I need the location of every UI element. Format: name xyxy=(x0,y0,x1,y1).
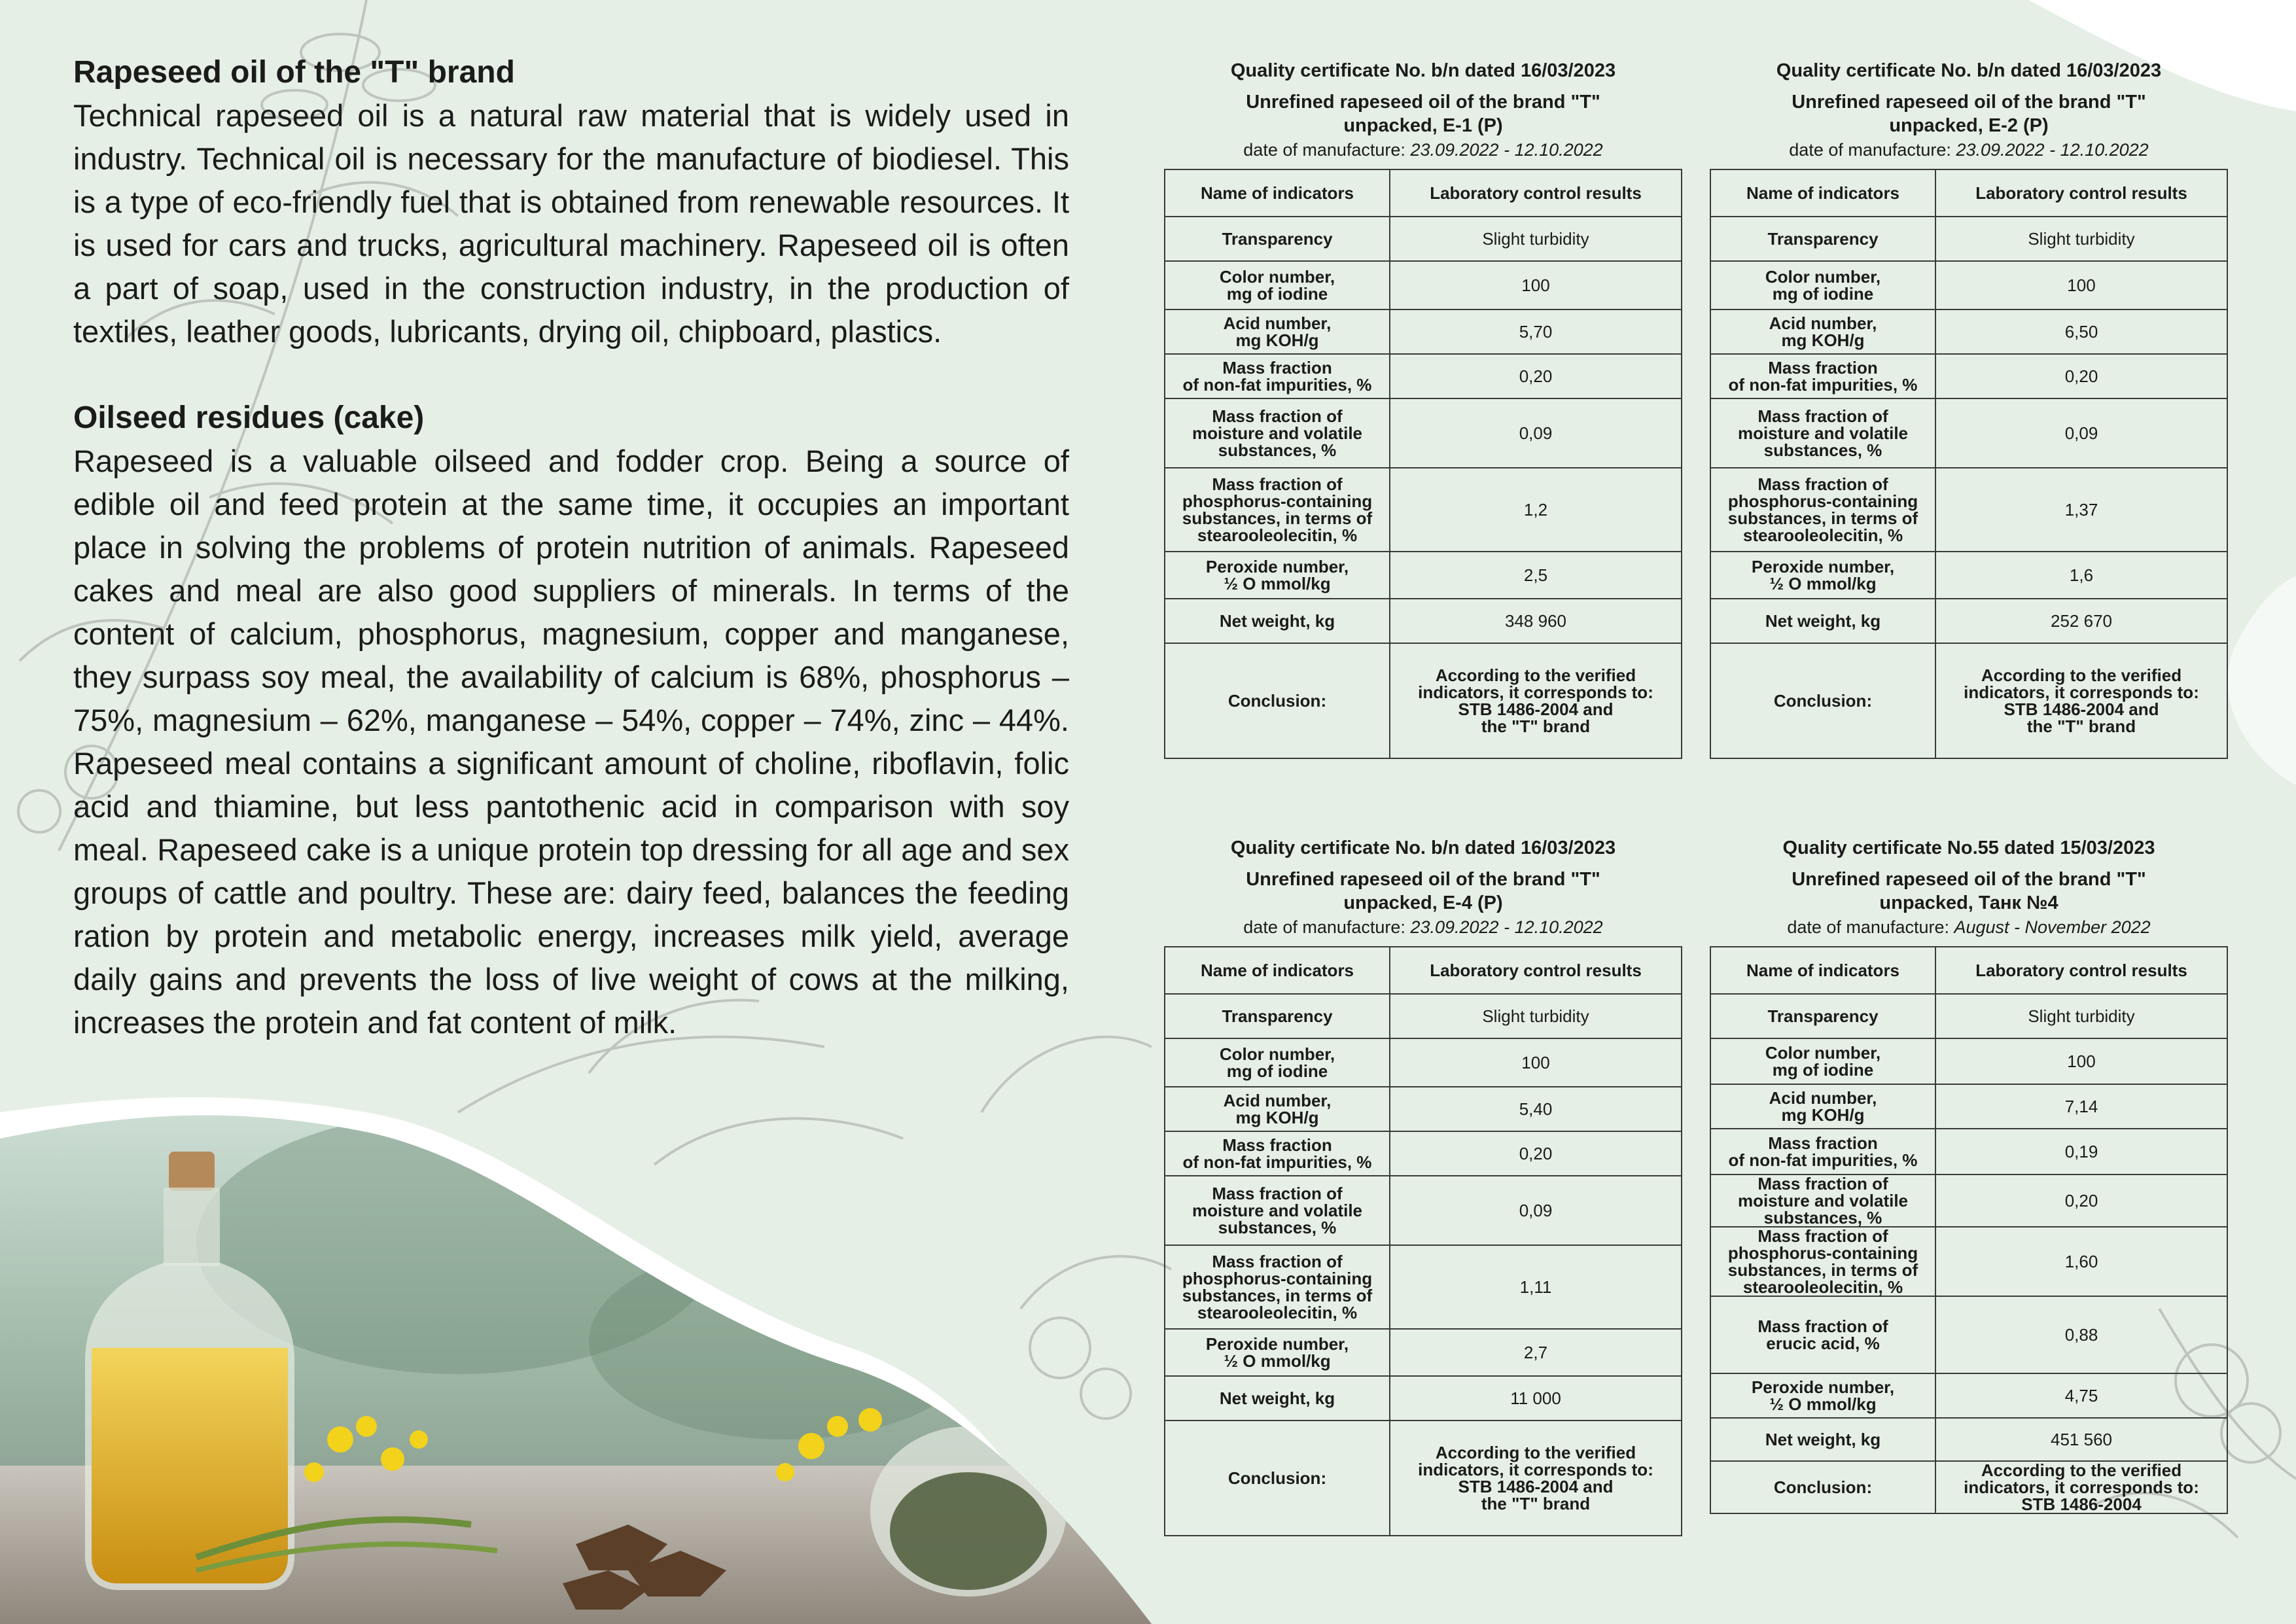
section-title-rapeseed-oil: Rapeseed oil of the "T" brand xyxy=(73,55,515,90)
header-cell: Name of indicators xyxy=(1710,169,1935,217)
indicator-value: 0,20 xyxy=(1390,354,1682,398)
table-row xyxy=(1710,261,2227,309)
indicator-value: Slight turbidity xyxy=(1390,217,1682,261)
manufacture-date-value: 23.09.2022 - 12.10.2022 xyxy=(1956,140,2149,160)
conclusion-label: Conclusion: xyxy=(1165,1421,1390,1536)
product-name-line2: unpacked, E-4 (P) xyxy=(1343,892,1503,913)
conclusion-label: Conclusion: xyxy=(1710,643,1935,758)
indicator-name: Net weight, kg xyxy=(1165,1376,1390,1421)
manufacture-date-label: date of manufacture: xyxy=(1243,140,1411,160)
product-name-line2: unpacked, Танк №4 xyxy=(1879,892,2058,913)
table-row xyxy=(1710,994,2227,1038)
table-row xyxy=(1165,1038,1682,1087)
indicator-name: Mass fraction of non-fat impurities, % xyxy=(1710,354,1935,398)
indicator-name: Peroxide number, ½ O mmol/kg xyxy=(1710,552,1935,599)
certificate-e1 xyxy=(1164,58,1682,759)
manufacture-date-label: date of manufacture: xyxy=(1243,917,1411,937)
table-row xyxy=(1710,1174,2227,1227)
table-row xyxy=(1710,398,2227,468)
indicator-name: Acid number, mg KOH/g xyxy=(1710,1084,1935,1129)
quality-table xyxy=(1710,946,2228,1514)
indicator-value: 1,37 xyxy=(1935,468,2227,552)
indicator-name: Color number, mg of iodine xyxy=(1165,1038,1390,1087)
manufacture-date xyxy=(1164,915,1682,942)
indicator-value: 252 670 xyxy=(1935,599,2227,643)
indicator-value: 100 xyxy=(1390,261,1682,309)
indicator-name: Mass fraction of phosphorus-containing substances, in terms of stearooleolecitin, % xyxy=(1165,1245,1390,1329)
indicator-value: 0,20 xyxy=(1935,354,2227,398)
table-row xyxy=(1165,1245,1682,1329)
table-row xyxy=(1165,1131,1682,1176)
product-name-line2: unpacked, E-1 (P) xyxy=(1343,115,1503,136)
header-cell: Name of indicators xyxy=(1165,947,1390,994)
table-row xyxy=(1710,1084,2227,1129)
indicator-name: Mass fraction of moisture and volatile substances, % xyxy=(1165,1176,1390,1245)
indicator-value: 11 000 xyxy=(1390,1376,1682,1421)
quality-table xyxy=(1164,169,1682,759)
indicator-value: 100 xyxy=(1935,261,2227,309)
product-name xyxy=(1710,868,2228,915)
indicator-name: Net weight, kg xyxy=(1165,599,1390,643)
certificate-title: Quality certificate No.55 dated 15/03/2023 xyxy=(1782,838,2155,858)
product-name xyxy=(1164,868,1682,915)
indicator-name: Peroxide number, ½ O mmol/kg xyxy=(1165,1329,1390,1376)
conclusion-row xyxy=(1165,643,1682,758)
table-row xyxy=(1165,1176,1682,1245)
indicator-name: Mass fraction of erucic acid, % xyxy=(1710,1296,1935,1373)
indicator-name: Transparency xyxy=(1165,217,1390,261)
conclusion-row xyxy=(1710,643,2227,758)
quality-table xyxy=(1164,946,1682,1536)
indicator-value: 1,6 xyxy=(1935,552,2227,599)
indicator-value: 348 960 xyxy=(1390,599,1682,643)
certificate-e4 xyxy=(1164,835,1682,1536)
indicator-name: Peroxide number, ½ O mmol/kg xyxy=(1165,552,1390,599)
conclusion-value: According to the verified indicators, it corresponds to: STB 1486-2004 and the "T" brand xyxy=(1390,1421,1682,1536)
indicator-value: Slight turbidity xyxy=(1935,217,2227,261)
indicator-value: 1,2 xyxy=(1390,468,1682,552)
indicator-value: 6,50 xyxy=(1935,309,2227,354)
manufacture-date xyxy=(1710,915,2228,942)
indicator-name: Mass fraction of moisture and volatile substances, % xyxy=(1710,398,1935,468)
table-row xyxy=(1710,1296,2227,1373)
indicator-value: 4,75 xyxy=(1935,1373,2227,1418)
table-row xyxy=(1710,309,2227,354)
conclusion-row xyxy=(1710,1461,2227,1513)
indicator-name: Net weight, kg xyxy=(1710,1418,1935,1461)
certificate-e2 xyxy=(1710,58,2228,759)
certificate-title: Quality certificate No. b/n dated 16/03/2023 xyxy=(1776,60,2162,81)
header-cell: Laboratory control results xyxy=(1390,947,1682,994)
conclusion-label: Conclusion: xyxy=(1710,1461,1935,1513)
indicator-value: 0,20 xyxy=(1935,1174,2227,1227)
indicator-value: 100 xyxy=(1390,1038,1682,1087)
table-row xyxy=(1165,994,1682,1038)
conclusion-label: Conclusion: xyxy=(1165,643,1390,758)
header-cell: Name of indicators xyxy=(1710,947,1935,994)
product-name xyxy=(1710,90,2228,137)
indicator-name: Color number, mg of iodine xyxy=(1710,1038,1935,1084)
table-row xyxy=(1710,1373,2227,1418)
product-name-line1: Unrefined rapeseed oil of the brand "T" xyxy=(1792,92,2146,113)
indicator-name: Mass fraction of non-fat impurities, % xyxy=(1165,1131,1390,1176)
certificate-tank4 xyxy=(1710,835,2228,1514)
indicator-name: Acid number, mg KOH/g xyxy=(1165,1087,1390,1131)
indicator-name: Mass fraction of phosphorus-containing substances, in terms of stearooleolecitin, % xyxy=(1165,468,1390,552)
indicator-name: Peroxide number, ½ O mmol/kg xyxy=(1710,1373,1935,1418)
indicator-name: Transparency xyxy=(1710,994,1935,1038)
header-cell: Laboratory control results xyxy=(1390,169,1682,217)
table-row xyxy=(1165,468,1682,552)
indicator-value: 0,09 xyxy=(1390,1176,1682,1245)
conclusion-value: According to the verified indicators, it corresponds to: STB 1486-2004 and the "T" brand xyxy=(1390,643,1682,758)
indicator-name: Mass fraction of phosphorus-containing substances, in terms of stearooleolecitin, % xyxy=(1710,468,1935,552)
table-row xyxy=(1710,1129,2227,1174)
table-row xyxy=(1710,552,2227,599)
manufacture-date-value: August - November 2022 xyxy=(1954,917,2151,937)
indicator-value: 1,11 xyxy=(1390,1245,1682,1329)
indicator-name: Mass fraction of non-fat impurities, % xyxy=(1165,354,1390,398)
table-row xyxy=(1710,217,2227,261)
rapeseed-oil-description: Technical rapeseed oil is a natural raw material that is widely used in industry. Technical oil is necessary for the manufacture of biodiesel. This is a type of eco-friendly fuel that is obtained from renewable resources. It is used for cars and trucks, agricultural machinery. Rapeseed oil is often a part of soap, used in the construction industry, in the production of textiles, leather goods, lubricants, drying oil, chipboard, plastics. xyxy=(73,98,1069,349)
manufacture-date-label: date of manufacture: xyxy=(1787,917,1954,937)
table-row xyxy=(1165,398,1682,468)
table-row xyxy=(1710,599,2227,643)
product-name-line1: Unrefined rapeseed oil of the brand "T" xyxy=(1792,869,2146,890)
table-row xyxy=(1710,354,2227,398)
indicator-value: Slight turbidity xyxy=(1935,994,2227,1038)
table-row xyxy=(1165,1329,1682,1376)
indicator-name: Color number, mg of iodine xyxy=(1710,261,1935,309)
indicator-value: 2,5 xyxy=(1390,552,1682,599)
table-row xyxy=(1710,1038,2227,1084)
indicator-name: Mass fraction of moisture and volatile substances, % xyxy=(1165,398,1390,468)
header-cell: Laboratory control results xyxy=(1935,169,2227,217)
indicator-value: 7,14 xyxy=(1935,1084,2227,1129)
table-header-row xyxy=(1710,947,2227,994)
table-row xyxy=(1165,217,1682,261)
table-row xyxy=(1165,354,1682,398)
product-name xyxy=(1164,90,1682,137)
manufacture-date-value: 23.09.2022 - 12.10.2022 xyxy=(1410,917,1603,937)
table-row xyxy=(1710,1418,2227,1461)
indicator-name: Mass fraction of moisture and volatile substances, % xyxy=(1710,1174,1935,1227)
certificate-title: Quality certificate No. b/n dated 16/03/2023 xyxy=(1230,838,1616,858)
manufacture-date-label: date of manufacture: xyxy=(1789,140,1956,160)
product-name-line1: Unrefined rapeseed oil of the brand "T" xyxy=(1246,92,1600,113)
manufacture-date xyxy=(1164,137,1682,165)
indicator-value: 1,60 xyxy=(1935,1227,2227,1296)
table-row xyxy=(1710,468,2227,552)
table-row xyxy=(1165,599,1682,643)
indicator-value: 0,09 xyxy=(1390,398,1682,468)
indicator-name: Acid number, mg KOH/g xyxy=(1710,309,1935,354)
manufacture-date-value: 23.09.2022 - 12.10.2022 xyxy=(1410,140,1603,160)
table-header-row xyxy=(1165,169,1682,217)
indicator-value: 100 xyxy=(1935,1038,2227,1084)
table-row xyxy=(1165,309,1682,354)
left-text-column xyxy=(73,51,1069,1044)
conclusion-value: According to the verified indicators, it corresponds to: STB 1486-2004 and the "T" brand xyxy=(1935,643,2227,758)
product-name-line1: Unrefined rapeseed oil of the brand "T" xyxy=(1246,869,1600,890)
table-row xyxy=(1165,1087,1682,1131)
table-row xyxy=(1165,552,1682,599)
indicator-value: 2,7 xyxy=(1390,1329,1682,1376)
conclusion-value: According to the verified indicators, it corresponds to: STB 1486-2004 xyxy=(1935,1461,2227,1513)
table-row xyxy=(1165,261,1682,309)
indicator-name: Mass fraction of phosphorus-containing substances, in terms of stearooleolecitin, % xyxy=(1710,1227,1935,1296)
table-row xyxy=(1165,1376,1682,1421)
header-cell: Laboratory control results xyxy=(1935,947,2227,994)
indicator-value: 0,20 xyxy=(1390,1131,1682,1176)
table-header-row xyxy=(1710,169,2227,217)
table-header-row xyxy=(1165,947,1682,994)
conclusion-row xyxy=(1165,1421,1682,1536)
indicator-name: Mass fraction of non-fat impurities, % xyxy=(1710,1129,1935,1174)
indicator-name: Transparency xyxy=(1165,994,1390,1038)
indicator-name: Net weight, kg xyxy=(1710,599,1935,643)
quality-table xyxy=(1710,169,2228,759)
product-name-line2: unpacked, E-2 (P) xyxy=(1889,115,2049,136)
indicator-value: 451 560 xyxy=(1935,1418,2227,1461)
indicator-value: Slight turbidity xyxy=(1390,994,1682,1038)
indicator-value: 0,09 xyxy=(1935,398,2227,468)
certificate-title: Quality certificate No. b/n dated 16/03/2023 xyxy=(1230,60,1616,81)
indicator-name: Color number, mg of iodine xyxy=(1165,261,1390,309)
table-row xyxy=(1710,1227,2227,1296)
section-title-oilseed-residues: Oilseed residues (cake) xyxy=(73,400,425,435)
oilseed-residues-description: Rapeseed is a valuable oilseed and fodder crop. Being a source of edible oil and feed protein at the same time, it occupies an important place in solving the problems of protein nutrition of animals. Rapeseed cakes and meal are also good suppliers of minerals. In terms of the content of calcium, phosphorus, magnesium, copper and manganese, they surpass soy meal, the availability of calcium is 68%, phosphorus – 75%, magnesium – 62%, manganese – 54%, copper – 74%, zinc – 44%. Rapeseed meal contains a significant amount of choline, riboflavin, folic acid and thiamine, but less pantothenic acid in comparison with soy meal. Rapeseed cake is a unique protein top dressing for all age and sex groups of cattle and poultry. These are: dairy feed, balances the feeding ration by protein and metabolic energy, increases milk yield, average daily gains and prevents the loss of live weight of cows at the milking, increases the protein and fat content of milk. xyxy=(73,444,1069,1040)
indicator-name: Acid number, mg KOH/g xyxy=(1165,309,1390,354)
indicator-value: 5,40 xyxy=(1390,1087,1682,1131)
indicator-name: Transparency xyxy=(1710,217,1935,261)
indicator-value: 0,88 xyxy=(1935,1296,2227,1373)
indicator-value: 5,70 xyxy=(1390,309,1682,354)
manufacture-date xyxy=(1710,137,2228,165)
header-cell: Name of indicators xyxy=(1165,169,1390,217)
indicator-value: 0,19 xyxy=(1935,1129,2227,1174)
